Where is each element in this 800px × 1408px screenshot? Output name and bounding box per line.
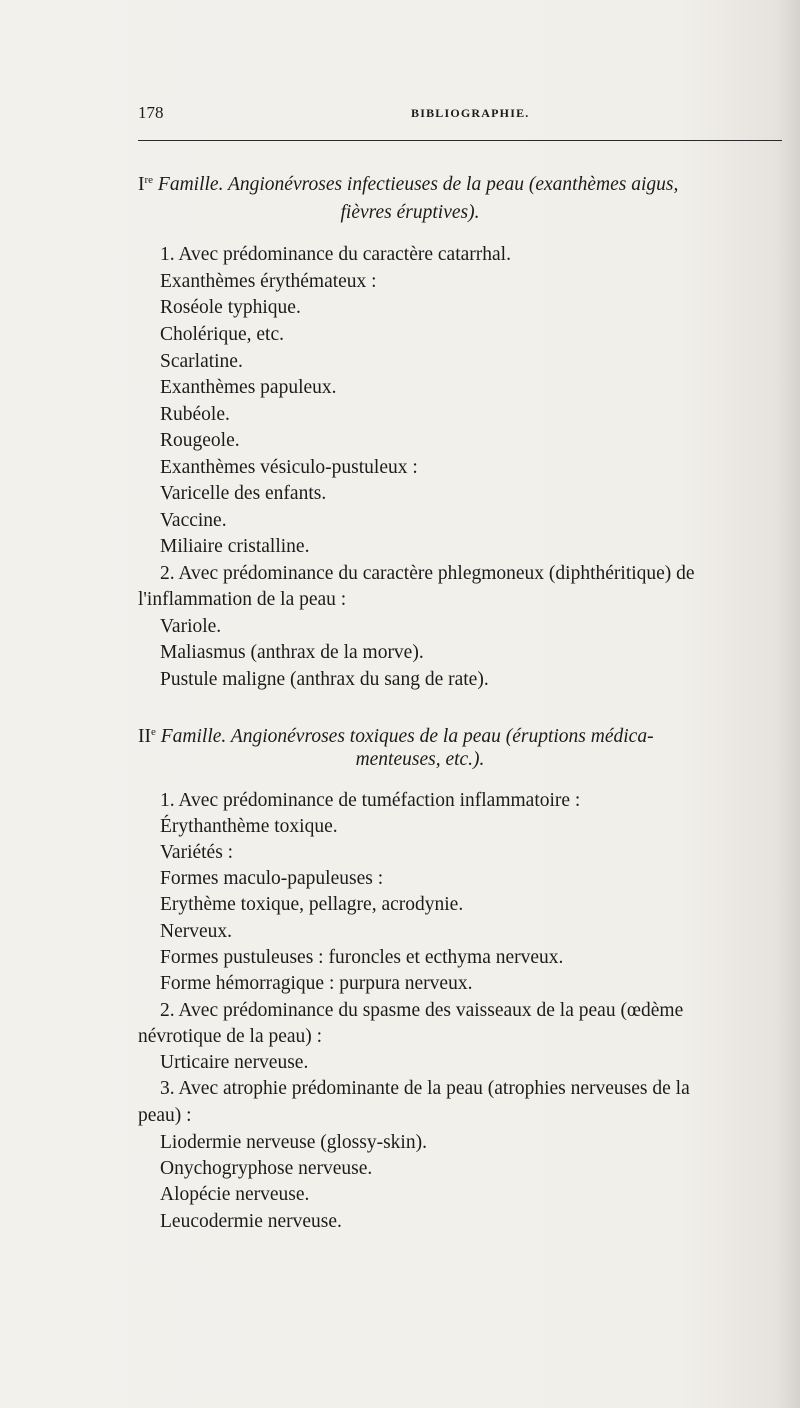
text-line: Rubéole. <box>160 404 230 425</box>
text-line: Maliasmus (anthrax de la morve). <box>160 642 424 663</box>
page-header <box>138 103 780 133</box>
text-line: Variétés : <box>160 842 234 863</box>
text-line: Urticaire nerveuse. <box>160 1052 309 1073</box>
text-line: Rougeole. <box>160 430 240 451</box>
text-line: 1. Avec prédominance de tuméfaction inflammatoire : <box>160 790 581 811</box>
family-1-sup: re <box>144 174 154 186</box>
text-line: Variole. <box>160 616 222 637</box>
header-rule <box>138 140 782 141</box>
text-line: névrotique de la peau) : <box>138 1026 323 1047</box>
family-2-numeral: II <box>138 726 151 747</box>
text-line: Leucodermie nerveuse. <box>160 1211 342 1232</box>
text-line: peau) : <box>138 1105 192 1126</box>
text-line: Exanthèmes papuleux. <box>160 377 337 398</box>
text-line: Nerveux. <box>160 921 233 942</box>
text-line: Pustule maligne (anthrax du sang de rate). <box>160 669 489 690</box>
text-line: l'inflammation de la peau : <box>138 589 347 610</box>
text-line: Alopécie nerveuse. <box>160 1184 310 1205</box>
page-number: 178 <box>138 103 164 122</box>
text-line: Miliaire cristalline. <box>160 536 310 557</box>
family-1-numeral: I <box>138 174 145 195</box>
text-line: 2. Avec prédominance du spasme des vaisseaux de la peau (œdème <box>160 1000 684 1021</box>
text-line: Exanthèmes vésiculo-pustuleux : <box>160 457 418 478</box>
family-1-title: Famille. Angionévroses infectieuses de la peau (exanthèmes aigus, <box>157 174 679 195</box>
text-line: Forme hémorragique : purpura nerveux. <box>160 973 473 994</box>
text-line: Érythanthème toxique. <box>160 816 338 837</box>
family-2-title: Famille. Angionévroses toxiques de la peau (éruptions médica- <box>160 726 654 747</box>
text-line: Varicelle des enfants. <box>160 483 327 504</box>
text-line: Scarlatine. <box>160 351 243 372</box>
family-2-heading <box>138 720 780 749</box>
family-1-heading <box>138 168 780 197</box>
text-line: Roséole typhique. <box>160 297 301 318</box>
text-line: Cholérique, etc. <box>160 324 284 345</box>
text-line: 2. Avec prédominance du caractère phlegmoneux (diphthéritique) de <box>160 563 695 584</box>
running-head: BIBLIOGRAPHIE. <box>411 106 530 120</box>
text-line: Onychogryphose nerveuse. <box>160 1158 373 1179</box>
text-line: Exanthèmes érythémateux : <box>160 271 377 292</box>
text-line: Erythème toxique, pellagre, acrodynie. <box>160 894 464 915</box>
family-1-subtitle: fièvres éruptives). <box>340 202 480 223</box>
text-line: Formes maculo-papuleuses : <box>160 868 384 889</box>
text-line: Formes pustuleuses : furoncles et ecthyma nerveux. <box>160 947 564 968</box>
text-line: Liodermie nerveuse (glossy-skin). <box>160 1132 427 1153</box>
family-2-subtitle: menteuses, etc.). <box>355 749 485 770</box>
text-line: 1. Avec prédominance du caractère catarrhal. <box>160 244 511 265</box>
text-line: 3. Avec atrophie prédominante de la peau (atrophies nerveuses de la <box>160 1078 690 1099</box>
text-line: Vaccine. <box>160 510 227 531</box>
family-2-sup: e <box>151 726 156 738</box>
